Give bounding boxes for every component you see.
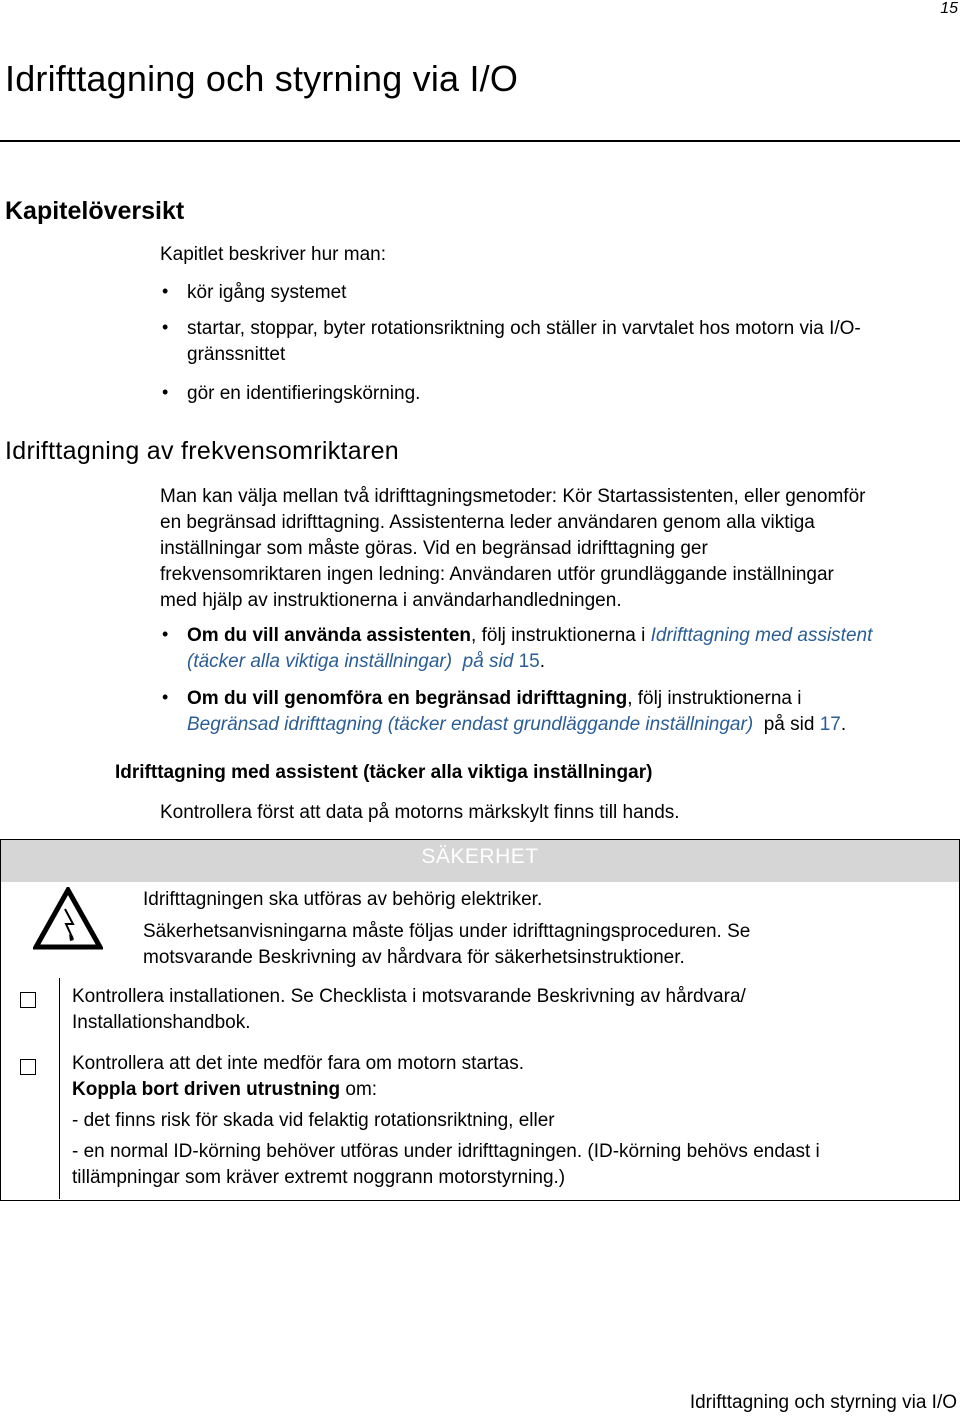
bullet-bold-text: Om du vill genomföra en begränsad idrifttagning	[187, 688, 628, 709]
bullet-marker: •	[162, 624, 169, 644]
safety-line: Säkerhetsanvisningarna måste följas under idrifttagningsproceduren. Se	[143, 921, 751, 942]
bullet-end: .	[840, 714, 847, 735]
column-divider	[59, 978, 60, 1199]
page-ref-prefix: på sid	[462, 651, 519, 672]
bullet-bold-text: Om du vill använda assistenten	[187, 625, 472, 646]
assistant-heading: Idrifttagning med assistent (täcker alla viktiga inställningar)	[115, 762, 653, 783]
bullet-end: .	[539, 651, 546, 672]
paragraph-line: Man kan välja mellan två idrifttagningsmetoder: Kör Startassistenten, eller genomför	[160, 486, 866, 507]
commissioning-heading: Idrifttagning av frekvensomriktaren	[5, 437, 400, 465]
assistant-link-continued[interactable]: (täcker alla viktiga inställningar)	[187, 651, 453, 672]
checkbox[interactable]	[20, 1059, 36, 1075]
page-number: 15	[940, 0, 958, 17]
paragraph-line: med hjälp av instruktionerna i användarhandledningen.	[160, 590, 622, 611]
overview-heading: Kapitelöversikt	[5, 197, 185, 225]
page-footer: Idrifttagning och styrning via I/O	[689, 1392, 957, 1413]
checklist-dash: tillämpningar som kräver extremt noggrann motorstyrning.)	[72, 1167, 566, 1188]
assistant-intro: Kontrollera först att data på motorns märkskylt finns till hands.	[160, 802, 680, 823]
checkbox[interactable]	[20, 992, 36, 1008]
paragraph-line: frekvensomriktaren ingen ledning: Användaren utför grundläggande inställningar	[160, 564, 834, 585]
overview-intro: Kapitlet beskriver hur man:	[160, 244, 386, 265]
checklist-dash: - en normal ID-körning behöver utföras under idrifttagningen. (ID-körning behövs endast i	[72, 1141, 820, 1162]
safety-line: Idrifttagningen ska utföras av behörig elektriker.	[143, 889, 543, 910]
page-ref-link[interactable]: 15	[518, 651, 540, 672]
bullet-marker: •	[162, 317, 169, 337]
assistant-bullet	[187, 623, 957, 675]
paragraph-line: en begränsad idrifttagning. Assistenterna leder användaren genom alla viktiga	[160, 512, 815, 533]
safety-line: motsvarande Beskrivning av hårdvara för säkerhetsinstruktioner.	[143, 947, 685, 968]
checklist-text: om:	[340, 1079, 378, 1100]
page-ref-prefix: på sid	[763, 714, 820, 735]
checklist-dash: - det finns risk för skada vid felaktig rotationsriktning, eller	[72, 1110, 555, 1131]
safety-text	[143, 887, 750, 971]
checklist-line: Kontrollera installationen. Se Checklista i motsvarande Beskrivning av hårdvara/	[72, 986, 746, 1007]
bullet-marker: •	[162, 687, 169, 707]
checklist-bold: Koppla bort driven utrustning	[72, 1079, 341, 1100]
checklist-item	[72, 984, 746, 1036]
bullet-text: , följ instruktionerna i	[471, 625, 651, 646]
chapter-title: Idrifttagning och styrning via I/O	[5, 58, 519, 99]
overview-item: kör igång systemet	[187, 282, 347, 303]
safety-label: SÄKERHET	[421, 845, 539, 868]
assistant-link[interactable]: Idrifttagning med assistent	[650, 625, 873, 646]
overview-item: gör en identifieringskörning.	[187, 383, 421, 404]
overview-item-continuation: gränssnittet	[187, 344, 286, 365]
title-rule	[0, 140, 960, 142]
limited-bullet	[187, 686, 957, 738]
commissioning-paragraph	[160, 484, 865, 614]
checklist-line: Kontrollera att det inte medför fara om motorn startas.	[72, 1053, 524, 1074]
paragraph-line: inställningar som måste göras. Vid en begränsad idrifttagning ger	[160, 538, 708, 559]
bullet-marker: •	[162, 281, 169, 301]
page-ref-link[interactable]: 17	[819, 714, 841, 735]
checklist-item	[72, 1051, 820, 1191]
limited-link[interactable]: Begränsad idrifttagning (täcker endast grundläggande inställningar)	[187, 714, 754, 735]
warning-icon	[33, 887, 103, 951]
checklist-line: Installationshandbok.	[72, 1012, 251, 1033]
overview-item: startar, stoppar, byter rotationsriktning och ställer in varvtalet hos motorn via I/O-	[187, 318, 861, 339]
bullet-text: , följ instruktionerna i	[627, 688, 802, 709]
bullet-marker: •	[162, 382, 169, 402]
